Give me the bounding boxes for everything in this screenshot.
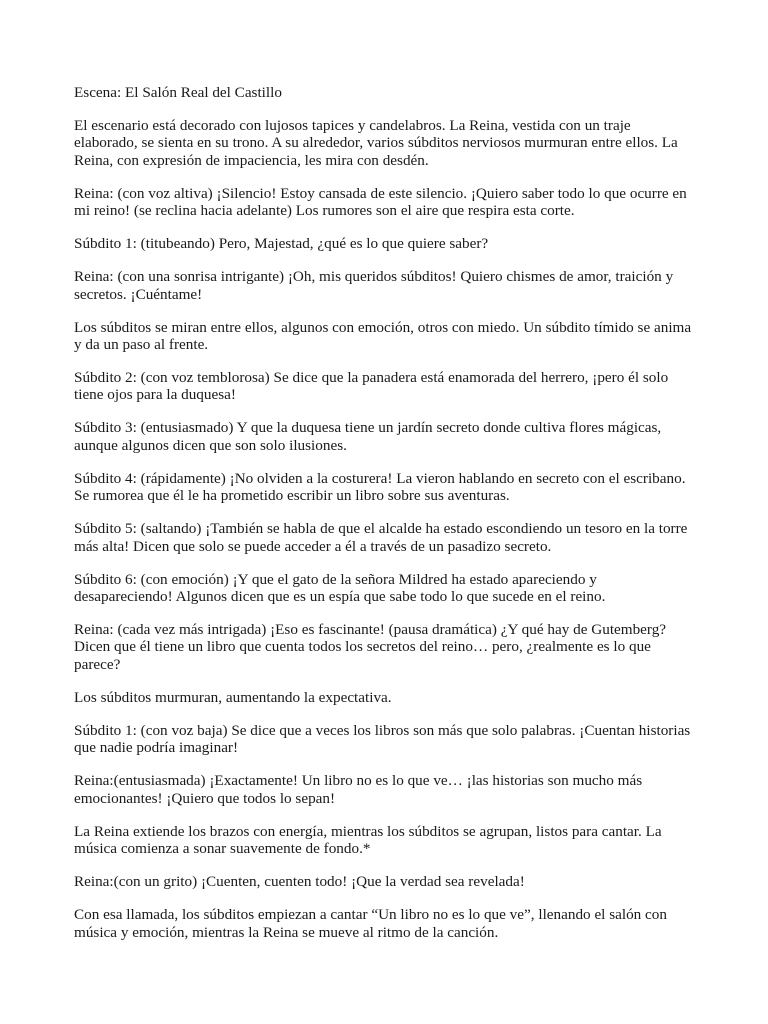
dialogue-line: Reina: (con voz altiva) ¡Silencio! Estoy cansada de este silencio. ¡Quiero saber todo lo que ocurre en mi reino! (se reclina hacia adelante) Los rumores son el aire que respira esta corte. — [74, 184, 687, 220]
dialogue-line: Súbdito 5: (saltando) ¡También se habla de que el alcalde ha estado escondiendo un tesoro en la torre más alta! Dicen que solo se puede acceder a él a través de un pasadizo secreto. — [74, 520, 688, 555]
stage-direction: Los súbditos se miran entre ellos, algunos con emoción, otros con miedo. Un súbdito tímido se anima y da un paso al frente. — [74, 318, 692, 354]
stage-direction: La Reina extiende los brazos con energía, mientras los súbditos se agrupan, listos para cantar. La música comienza a sonar suavemente de fondo.* — [74, 822, 662, 858]
dialogue-line: Súbdito 4: (rápidamente) ¡No olviden a la costurera! La vieron hablando en secreto con el escribano. Se rumorea que él le ha prometido escribir un libro sobre sus aventuras. — [74, 469, 686, 505]
dialogue-line: Súbdito 3: (entusiasmado) Y que la duquesa tiene un jardín secreto donde cultiva flores mágicas, aunque algunos dicen que son solo ilusiones. — [74, 419, 662, 454]
dialogue-line: Súbdito 2: (con voz temblorosa) Se dice que la panadera está enamorada del herrero, ¡pero él solo tiene ojos para la duquesa! — [74, 369, 669, 404]
dialogue-line: Reina:(entusiasmada) ¡Exactamente! Un libro no es lo que ve… ¡las historias son mucho más emocionantes! ¡Quiero que todos lo sepan! — [74, 772, 643, 807]
dialogue-line: Reina:(con un grito) ¡Cuenten, cuenten todo! ¡Que la verdad sea revelada! — [74, 873, 525, 891]
dialogue-line: Súbdito 1: (titubeando) Pero, Majestad, ¿qué es lo que quiere saber? — [74, 235, 489, 253]
dialogue-line: Súbdito 1: (con voz baja) Se dice que a veces los libros son más que solo palabras. ¡Cuentan historias que nadie podría imaginar! — [74, 721, 691, 757]
scene-heading: Escena: El Salón Real del Castillo — [74, 84, 282, 101]
stage-direction: Los súbditos murmuran, aumentando la expectativa. — [74, 688, 392, 706]
dialogue-line: Reina: (con una sonrisa intrigante) ¡Oh, mis queridos súbditos! Quiero chismes de amor, traición y secretos. ¡Cuéntame! — [74, 268, 674, 303]
dialogue-line: Reina: (cada vez más intrigada) ¡Eso es fascinante! (pausa dramática) ¿Y qué hay de Gutemberg? Dicen que él tiene un libro que cuenta todos los secretos del reino… pero, ¿realmente es lo que parece? — [74, 621, 667, 673]
stage-direction: El escenario está decorado con lujosos tapices y candelabros. La Reina, vestida con un traje elaborado, se sienta en su trono. A su alrededor, varios súbditos nerviosos murmuran entre ellos. La Reina, con expresión de impaciencia, les mira con desdén. — [74, 117, 678, 169]
dialogue-line: Súbdito 6: (con emoción) ¡Y que el gato de la señora Mildred ha estado apareciendo y desapareciendo! Algunos dicen que es un espía que sabe todo lo que sucede en el reino. — [74, 570, 606, 606]
stage-direction: Con esa llamada, los súbditos empiezan a cantar “Un libro no es lo que ve”, llenando el salón con música y emoción, mientras la Reina se mueve al ritmo de la canción. — [74, 906, 667, 941]
document-page — [74, 84, 698, 957]
